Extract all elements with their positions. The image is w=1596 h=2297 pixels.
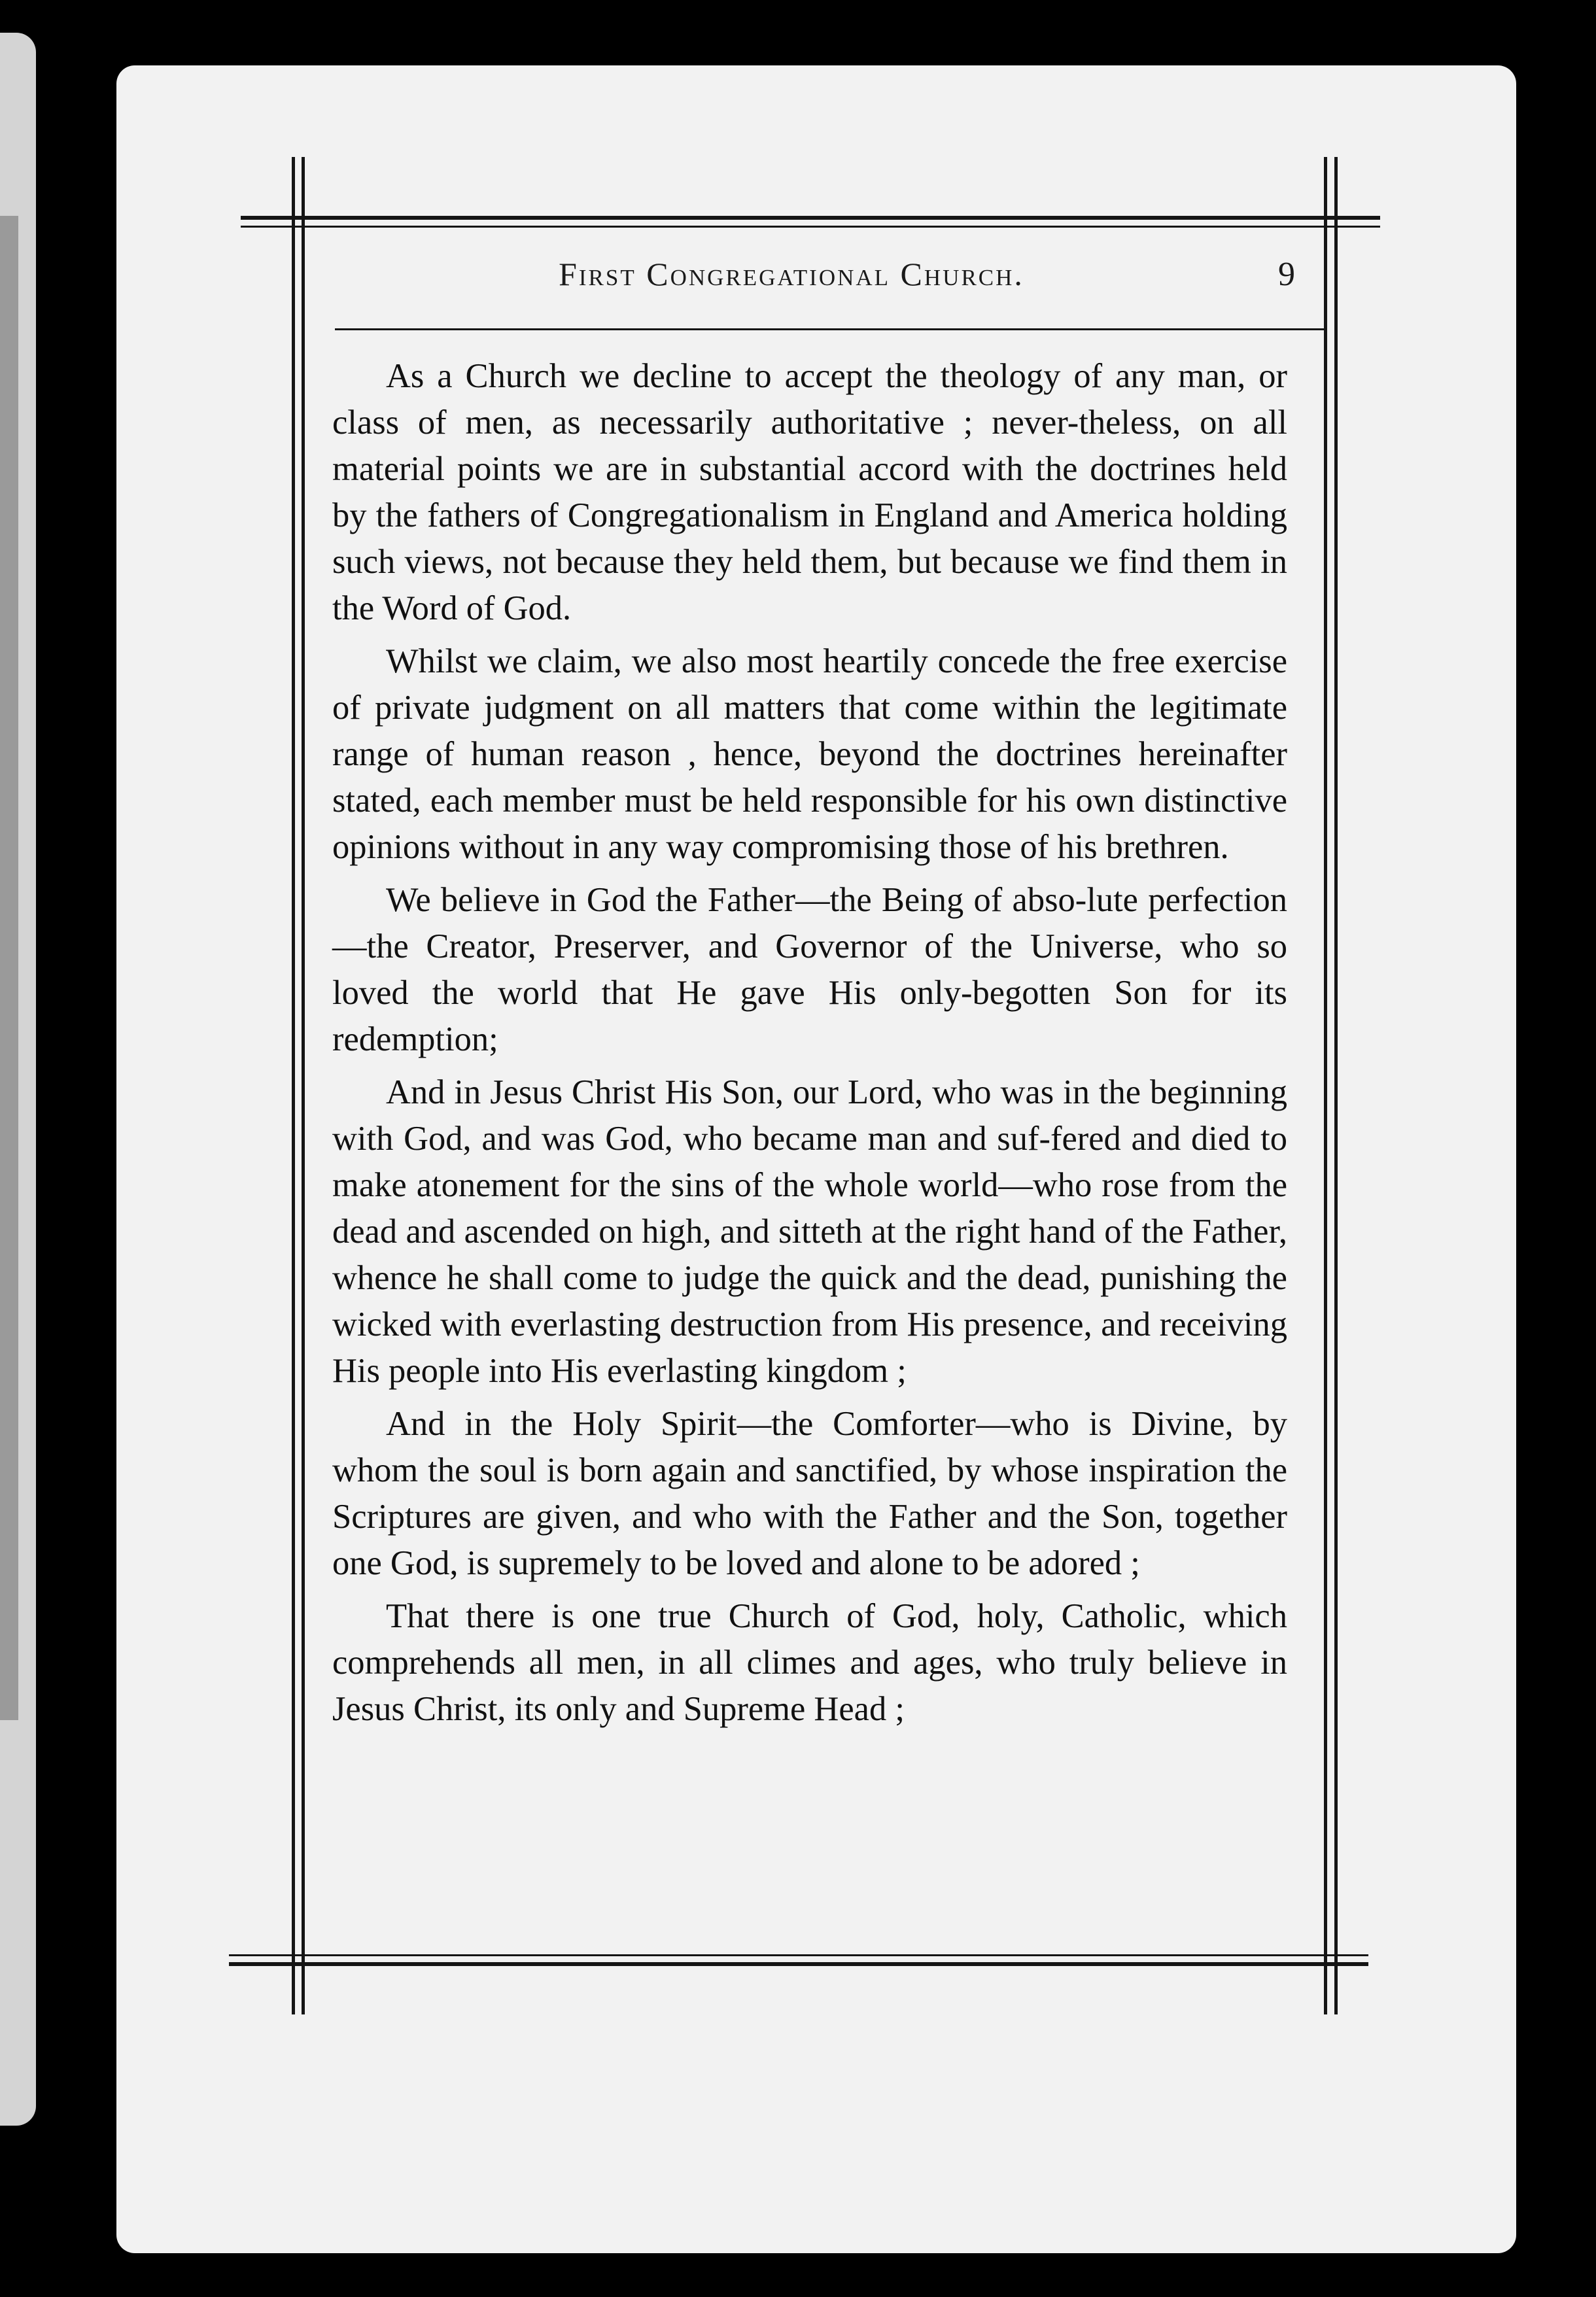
paragraph-private-judgment: Whilst we claim, we also most heartily concede the free exercise of private judgment on all matters that come within the legitimate range of human reason , hence, beyond the doctrines hereinafter stated, each member must be held responsible for his own distinctive opinions without in any way compromising those of his brethren. [332,642,1287,866]
frame-bottom-rule-thin [229,1954,1368,1956]
frame-left-rule-inner [302,157,305,2014]
running-header [334,255,1295,301]
paragraph-true-church: That there is one true Church of God, holy, Catholic, which comprehends all men, in all climes and ages, who truly believe in Jesus Christ, its only and Supreme Head ; [332,1597,1287,1728]
running-title: First Congregational Church. [559,256,1024,292]
paragraph-theology: As a Church we decline to accept the theology of any man, or class of men, as necessarily authoritative ; never-theless, on all material points we are in substantial accord with the doctrines held by the fathers of Congregationalism in England and America holding such views, not because they held them, but because we find them in the Word of God. [332,357,1287,627]
paragraph-holy-spirit: And in the Holy Spirit—the Comforter—who is Divine, by whom the soul is born again and sanctified, by whose inspiration the Scriptures are given, and who with the Father and the Son, together one God, is supremely to be loved and alone to be adored ; [332,1405,1287,1582]
body-text [332,353,1287,1923]
header-rule [335,328,1326,330]
frame-left-rule-outer [292,157,295,2014]
adjacent-page-shadow [0,216,18,1720]
paragraph-god-the-father: We believe in God the Father—the Being of abso-lute perfection—the Creator, Preserver, and Governor of the Universe, who so loved the world that He gave His only-begotten Son for its redemption; [332,881,1287,1058]
frame-top-rule-thick [241,216,1380,220]
adjacent-page-edge [0,33,36,2126]
paragraph-jesus-christ: And in Jesus Christ His Son, our Lord, who was in the beginning with God, and was God, who became man and suf-fered and died to make atonement for the sins of the whole world—who rose from the dead and ascended on high, and sitteth at the right hand of the Father, whence he shall come to judge the quick and the dead, punishing the wicked with everlasting destruction from His presence, and receiving His people into His everlasting kingdom ; [332,1073,1287,1390]
frame-right-rule-inner [1324,157,1327,2014]
frame-top-rule-thin [241,226,1380,228]
frame-bottom-rule-thick [229,1962,1368,1966]
frame-right-rule-outer [1334,157,1338,2014]
page-number: 9 [1278,256,1295,293]
